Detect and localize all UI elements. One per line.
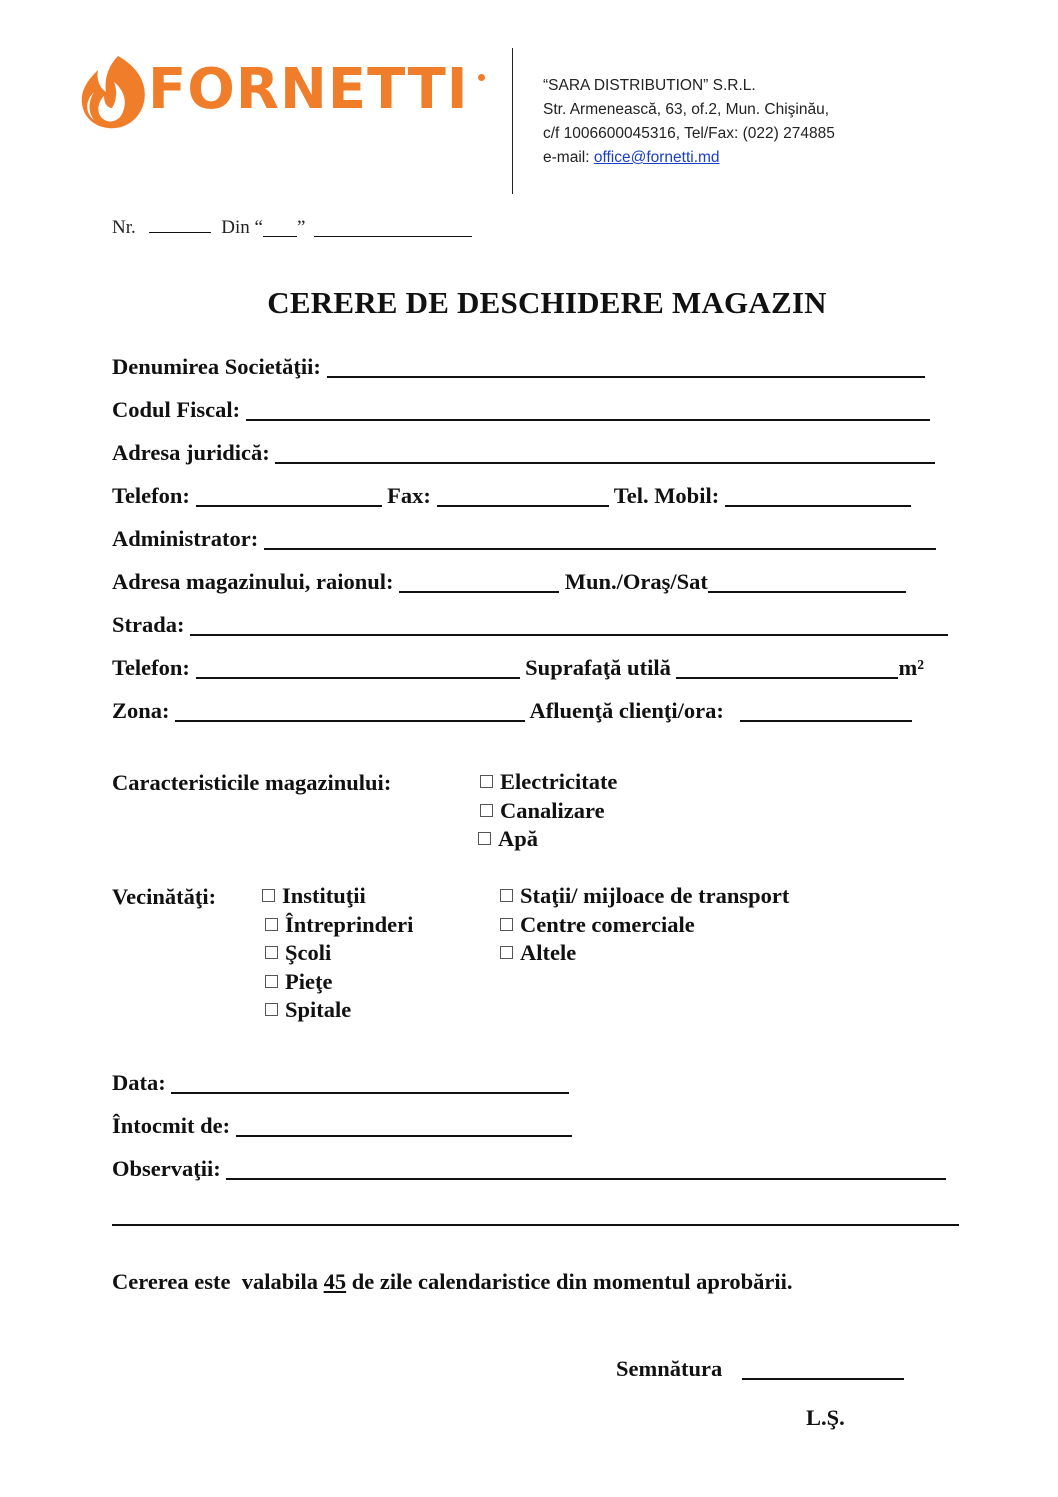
checkbox[interactable] [500,946,513,959]
option-label: Staţii/ mijloace de transport [520,883,790,908]
validity-days: 45 [323,1269,347,1294]
neighborhood-col2 [500,882,789,968]
phone-field[interactable] [196,485,382,507]
option-label: Altele [520,940,577,965]
checkbox[interactable] [480,775,493,788]
phone2-row [112,655,924,681]
company-info [543,74,835,170]
fax-label: Fax: [387,483,431,508]
option-institutions[interactable] [262,882,413,911]
prepared-by-label: Întocmit de: [112,1113,231,1138]
store-address-label: Adresa magazinului, raionul: [112,569,394,594]
from-label: Din “ [221,217,263,238]
phone2-field[interactable] [196,657,520,679]
date-label: Data: [112,1070,166,1095]
checkbox[interactable] [265,946,278,959]
option-label: Spitale [285,997,352,1022]
usable-area-field[interactable] [676,657,898,679]
validity-prefix: Cererea este valabila [112,1269,324,1294]
legal-address-row [112,440,935,466]
registered-mark-icon [478,74,485,81]
administrator-row [112,526,936,552]
fiscal-code-row [112,397,930,423]
fax-field[interactable] [437,485,609,507]
option-shopping-centers[interactable] [500,911,789,940]
option-electricity[interactable] [480,768,617,797]
option-label: Canalizare [500,797,605,823]
store-address-row [112,569,906,595]
option-label: Centre comerciale [520,911,695,937]
district-field[interactable] [399,571,559,593]
signature-field[interactable] [742,1358,904,1380]
mobile-label: Tel. Mobil: [613,483,720,508]
close-quote: ” [296,217,306,238]
option-label: Pieţe [285,968,333,994]
locality-label: Mun./Oraş/Sat [564,569,708,594]
checkbox[interactable] [265,975,278,988]
option-label: Şcoli [285,940,332,965]
date-blank[interactable] [314,222,472,237]
mobile-field[interactable] [725,485,911,507]
nr-blank[interactable] [149,218,211,233]
option-sewerage[interactable] [480,797,617,826]
email-label: e-mail: [543,149,594,166]
neighborhood-label: Vecinătăţi: [112,884,217,909]
day-blank[interactable] [263,222,297,237]
date-field[interactable] [171,1072,569,1094]
usable-area-label: Suprafaţă utilă [525,655,671,680]
date-row [112,1070,569,1096]
company-name-row [112,354,925,380]
zone-field[interactable] [175,700,525,722]
validity-note [112,1269,793,1295]
option-hospitals[interactable] [265,996,413,1025]
phone-label: Telefon: [112,483,190,508]
option-other[interactable] [500,939,789,968]
street-row [112,612,948,638]
option-label: Electricitate [500,769,618,794]
checkbox[interactable] [265,918,278,931]
stamp-label: L.Ş. [806,1405,845,1430]
page-title: CERERE DE DESCHIDERE MAGAZIN [267,285,827,320]
street-label: Strada: [112,612,185,637]
legal-address-label: Adresa juridică: [112,440,270,465]
administrator-field[interactable] [264,528,936,550]
option-enterprises[interactable] [265,911,413,940]
company-email-line [543,146,835,170]
legal-address-field[interactable] [275,442,935,464]
fornetti-logo [78,52,490,130]
characteristics-options [480,768,617,854]
company-name-field[interactable] [327,356,925,378]
email-link[interactable]: office@fornetti.md [593,149,720,166]
observations-row [112,1156,946,1182]
locality-field[interactable] [708,571,906,593]
fiscal-code-field[interactable] [246,399,930,421]
flame-icon [78,52,150,130]
signature-label: Semnătura [616,1356,723,1381]
observations-label: Observaţii: [112,1156,221,1181]
option-water[interactable] [478,825,617,854]
header-divider [512,48,513,194]
prepared-by-field[interactable] [236,1115,572,1137]
option-markets[interactable] [265,968,413,997]
option-label: Întreprinderi [285,911,414,937]
characteristics-label: Caracteristicile magazinului: [112,770,392,795]
checkbox[interactable] [265,1003,278,1016]
option-label: Instituţii [282,883,366,908]
observations-field-line2[interactable] [112,1204,959,1226]
checkbox[interactable] [500,918,513,931]
signature-row [616,1356,904,1382]
logo-wordmark: FORNETTI [148,57,469,122]
company-address: Str. Armenească, 63, of.2, Mun. Chişinău, [543,101,830,118]
company-fiscal-contact: c/f 1006600045316, Tel/Fax: (022) 274885 [543,125,835,142]
checkbox[interactable] [262,889,275,902]
phone2-label: Telefon: [112,655,190,680]
neighborhood-col1 [262,882,413,1025]
option-transport[interactable] [500,882,789,911]
traffic-label: Afluenţă clienţi/ora: [529,698,724,723]
fiscal-code-label: Codul Fiscal: [112,397,241,422]
checkbox[interactable] [480,804,493,817]
traffic-field[interactable] [740,700,912,722]
area-unit: m² [898,655,924,680]
observations-field[interactable] [226,1158,946,1180]
document-number-line [112,217,472,239]
prepared-by-row [112,1113,572,1139]
phone-row [112,483,911,509]
option-label: Apă [498,826,539,851]
zone-label: Zona: [112,698,170,723]
checkbox[interactable] [500,889,513,902]
company-name: “SARA DISTRIBUTION” S.R.L. [543,77,756,94]
validity-suffix: de zile calendaristice din momentul aprobării. [346,1269,793,1294]
zone-row [112,698,912,724]
checkbox[interactable] [478,832,491,845]
street-field[interactable] [190,614,948,636]
option-schools[interactable] [265,939,413,968]
administrator-label: Administrator: [112,526,259,551]
nr-label: Nr. [112,217,136,238]
company-name-label: Denumirea Societăţii: [112,354,321,379]
